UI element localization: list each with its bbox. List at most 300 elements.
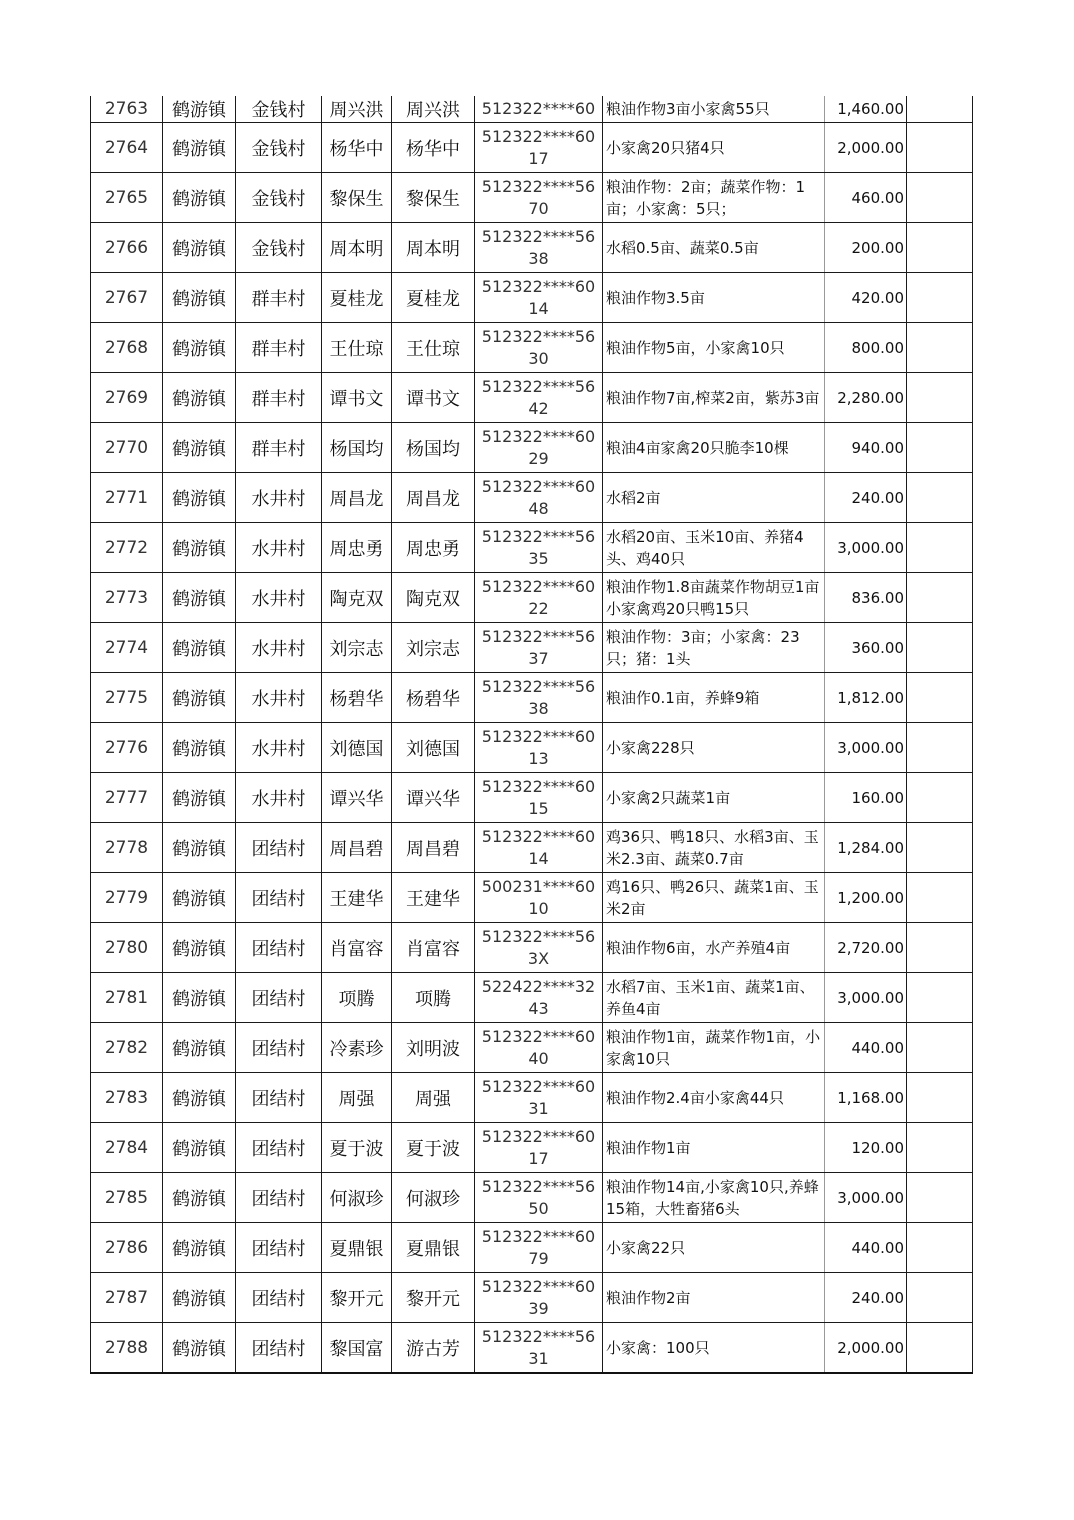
cell-description: 小家禽20只猪4只 xyxy=(603,123,825,173)
cell-empty xyxy=(907,823,973,873)
cell-description: 水稻7亩、玉米1亩、蔬菜1亩、养鱼4亩 xyxy=(603,973,825,1023)
id-number-line-2: 39 xyxy=(528,1298,549,1318)
cell-empty xyxy=(907,973,973,1023)
cell-serial-number: 2774 xyxy=(91,623,163,673)
table-row xyxy=(91,723,973,773)
cell-description: 粮油4亩家禽20只脆李10棵 xyxy=(603,423,825,473)
cell-amount: 460.00 xyxy=(825,173,907,223)
id-number-line-2: 37 xyxy=(528,648,549,668)
cell-payee: 周兴洪 xyxy=(392,96,475,123)
cell-town: 鹤游镇 xyxy=(163,873,236,923)
cell-town: 鹤游镇 xyxy=(163,923,236,973)
cell-description: 小家禽：100只 xyxy=(603,1323,825,1374)
id-number-line-1: 512322****60 xyxy=(481,126,596,146)
id-number-line-2: 15 xyxy=(528,798,549,818)
cell-payee: 杨碧华 xyxy=(392,673,475,723)
cell-empty xyxy=(907,123,973,173)
cell-name: 夏于波 xyxy=(322,1123,392,1173)
table-row xyxy=(91,473,973,523)
cell-town: 鹤游镇 xyxy=(163,373,236,423)
id-number-line-2: 3X xyxy=(527,948,550,968)
cell-payee: 周昌碧 xyxy=(392,823,475,873)
cell-name: 周昌龙 xyxy=(322,473,392,523)
cell-payee: 王仕琼 xyxy=(392,323,475,373)
cell-name: 谭兴华 xyxy=(322,773,392,823)
cell-amount: 1,200.00 xyxy=(825,873,907,923)
table-row xyxy=(91,273,973,323)
cell-amount: 2,280.00 xyxy=(825,373,907,423)
cell-payee: 游古芳 xyxy=(392,1323,475,1374)
cell-village: 群丰村 xyxy=(236,323,322,373)
id-number-line-1: 512322****60 xyxy=(481,99,596,118)
cell-serial-number: 2779 xyxy=(91,873,163,923)
cell-id-number xyxy=(475,1073,603,1123)
cell-serial-number: 2780 xyxy=(91,923,163,973)
cell-id-number xyxy=(475,673,603,723)
id-number-line-1: 512322****56 xyxy=(481,676,596,696)
cell-amount: 836.00 xyxy=(825,573,907,623)
id-number-line-1: 512322****56 xyxy=(481,176,596,196)
cell-name: 陶克双 xyxy=(322,573,392,623)
table-row xyxy=(91,873,973,923)
cell-village: 水井村 xyxy=(236,623,322,673)
cell-town: 鹤游镇 xyxy=(163,1223,236,1273)
table-row xyxy=(91,1323,973,1374)
id-number-line-2: 79 xyxy=(528,1248,549,1268)
cell-name: 项腾 xyxy=(322,973,392,1023)
cell-description: 粮油作物1亩，蔬菜作物1亩，小家禽10只 xyxy=(603,1023,825,1073)
cell-serial-number: 2776 xyxy=(91,723,163,773)
table-row xyxy=(91,1223,973,1273)
cell-town: 鹤游镇 xyxy=(163,1123,236,1173)
cell-amount: 2,000.00 xyxy=(825,123,907,173)
cell-amount: 3,000.00 xyxy=(825,723,907,773)
cell-empty xyxy=(907,373,973,423)
cell-serial-number: 2771 xyxy=(91,473,163,523)
cell-id-number xyxy=(475,273,603,323)
cell-name: 杨华中 xyxy=(322,123,392,173)
id-number-line-2: 35 xyxy=(528,548,549,568)
table-row xyxy=(91,523,973,573)
cell-village: 水井村 xyxy=(236,523,322,573)
id-number-line-1: 522422****32 xyxy=(481,976,596,996)
cell-empty xyxy=(907,273,973,323)
cell-empty xyxy=(907,173,973,223)
cell-name: 黎国富 xyxy=(322,1323,392,1374)
cell-village: 团结村 xyxy=(236,1273,322,1323)
cell-village: 团结村 xyxy=(236,1223,322,1273)
id-number-line-2: 70 xyxy=(528,198,549,218)
cell-payee: 周忠勇 xyxy=(392,523,475,573)
cell-description: 小家禽2只蔬菜1亩 xyxy=(603,773,825,823)
cell-serial-number: 2787 xyxy=(91,1273,163,1323)
cell-description: 粮油作物3.5亩 xyxy=(603,273,825,323)
cell-id-number xyxy=(475,1023,603,1073)
cell-town: 鹤游镇 xyxy=(163,623,236,673)
cell-town: 鹤游镇 xyxy=(163,123,236,173)
cell-amount: 440.00 xyxy=(825,1223,907,1273)
cell-description: 鸡16只、鸭26只、蔬菜1亩、玉米2亩 xyxy=(603,873,825,923)
cell-name: 王建华 xyxy=(322,873,392,923)
id-number-line-2: 14 xyxy=(528,298,549,318)
cell-town: 鹤游镇 xyxy=(163,1323,236,1374)
cell-description: 粮油作0.1亩，养蜂9箱 xyxy=(603,673,825,723)
cell-amount: 2,720.00 xyxy=(825,923,907,973)
cell-empty xyxy=(907,873,973,923)
cell-town: 鹤游镇 xyxy=(163,473,236,523)
id-number-line-1: 512322****60 xyxy=(481,1026,596,1046)
id-number-line-1: 512322****56 xyxy=(481,1176,596,1196)
cell-amount: 940.00 xyxy=(825,423,907,473)
id-number-line-1: 512322****56 xyxy=(481,1326,596,1346)
cell-town: 鹤游镇 xyxy=(163,223,236,273)
cell-town: 鹤游镇 xyxy=(163,1273,236,1323)
id-number-line-1: 512322****60 xyxy=(481,276,596,296)
id-number-line-1: 512322****56 xyxy=(481,376,596,396)
cell-payee: 陶克双 xyxy=(392,573,475,623)
cell-village: 群丰村 xyxy=(236,273,322,323)
cell-village: 团结村 xyxy=(236,1123,322,1173)
id-number-line-1: 512322****60 xyxy=(481,1126,596,1146)
cell-empty xyxy=(907,1173,973,1223)
cell-description: 粮油作物：3亩；小家禽：23只；猪：1头 xyxy=(603,623,825,673)
cell-town: 鹤游镇 xyxy=(163,423,236,473)
id-number-line-1: 512322****56 xyxy=(481,626,596,646)
cell-amount: 3,000.00 xyxy=(825,1173,907,1223)
id-number-line-1: 512322****60 xyxy=(481,576,596,596)
id-number-line-1: 512322****60 xyxy=(481,726,596,746)
cell-payee: 黎开元 xyxy=(392,1273,475,1323)
cell-town: 鹤游镇 xyxy=(163,773,236,823)
cell-id-number xyxy=(475,1123,603,1173)
cell-name: 周兴洪 xyxy=(322,96,392,123)
cell-amount: 440.00 xyxy=(825,1023,907,1073)
cell-serial-number: 2773 xyxy=(91,573,163,623)
cell-empty xyxy=(907,1073,973,1123)
cell-serial-number: 2766 xyxy=(91,223,163,273)
table-row xyxy=(91,96,973,123)
cell-amount: 3,000.00 xyxy=(825,523,907,573)
cell-description: 鸡36只、鸭18只、水稻3亩、玉米2.3亩、蔬菜0.7亩 xyxy=(603,823,825,873)
id-number-line-2: 17 xyxy=(528,148,549,168)
cell-description: 粮油作物6亩，水产养殖4亩 xyxy=(603,923,825,973)
cell-id-number xyxy=(475,523,603,573)
id-number-line-1: 512322****60 xyxy=(481,1226,596,1246)
cell-payee: 夏于波 xyxy=(392,1123,475,1173)
cell-id-number xyxy=(475,1323,603,1374)
cell-description: 小家禽228只 xyxy=(603,723,825,773)
cell-name: 杨碧华 xyxy=(322,673,392,723)
cell-empty xyxy=(907,573,973,623)
cell-description: 粮油作物5亩，小家禽10只 xyxy=(603,323,825,373)
cell-serial-number: 2781 xyxy=(91,973,163,1023)
cell-amount: 3,000.00 xyxy=(825,973,907,1023)
cell-amount: 1,168.00 xyxy=(825,1073,907,1123)
id-number-line-1: 512322****60 xyxy=(481,776,596,796)
cell-name: 周本明 xyxy=(322,223,392,273)
cell-id-number xyxy=(475,1273,603,1323)
cell-description: 粮油作物1亩 xyxy=(603,1123,825,1173)
id-number-line-2: 48 xyxy=(528,498,549,518)
cell-id-number xyxy=(475,173,603,223)
cell-payee: 刘宗志 xyxy=(392,623,475,673)
cell-payee: 刘明波 xyxy=(392,1023,475,1073)
id-number-line-2: 38 xyxy=(528,698,549,718)
cell-name: 杨国均 xyxy=(322,423,392,473)
cell-amount: 240.00 xyxy=(825,473,907,523)
cell-village: 水井村 xyxy=(236,723,322,773)
cell-id-number xyxy=(475,873,603,923)
cell-payee: 刘德国 xyxy=(392,723,475,773)
cell-description: 粮油作物2亩 xyxy=(603,1273,825,1323)
cell-payee: 项腾 xyxy=(392,973,475,1023)
subsidy-table xyxy=(90,96,973,1374)
cell-empty xyxy=(907,1023,973,1073)
cell-empty xyxy=(907,723,973,773)
cell-serial-number: 2763 xyxy=(91,96,163,123)
cell-id-number xyxy=(475,423,603,473)
cell-payee: 何淑珍 xyxy=(392,1173,475,1223)
cell-amount: 1,460.00 xyxy=(825,96,907,123)
table-row xyxy=(91,823,973,873)
cell-town: 鹤游镇 xyxy=(163,973,236,1023)
cell-payee: 夏桂龙 xyxy=(392,273,475,323)
cell-village: 金钱村 xyxy=(236,173,322,223)
cell-village: 水井村 xyxy=(236,573,322,623)
cell-payee: 肖富容 xyxy=(392,923,475,973)
cell-payee: 夏鼎银 xyxy=(392,1223,475,1273)
cell-name: 谭书文 xyxy=(322,373,392,423)
table-row xyxy=(91,223,973,273)
cell-payee: 谭书文 xyxy=(392,373,475,423)
table-row xyxy=(91,973,973,1023)
cell-id-number xyxy=(475,373,603,423)
cell-empty xyxy=(907,473,973,523)
cell-name: 刘德国 xyxy=(322,723,392,773)
id-number-line-2: 38 xyxy=(528,248,549,268)
cell-village: 水井村 xyxy=(236,773,322,823)
cell-village: 团结村 xyxy=(236,873,322,923)
table-row xyxy=(91,1023,973,1073)
cell-empty xyxy=(907,1273,973,1323)
cell-village: 金钱村 xyxy=(236,96,322,123)
cell-name: 冷素珍 xyxy=(322,1023,392,1073)
table-row xyxy=(91,373,973,423)
id-number-line-1: 512322****56 xyxy=(481,326,596,346)
id-number-line-2: 10 xyxy=(528,898,549,918)
cell-id-number xyxy=(475,223,603,273)
cell-town: 鹤游镇 xyxy=(163,673,236,723)
cell-name: 刘宗志 xyxy=(322,623,392,673)
cell-village: 金钱村 xyxy=(236,223,322,273)
cell-name: 王仕琼 xyxy=(322,323,392,373)
id-number-line-2: 40 xyxy=(528,1048,549,1068)
cell-serial-number: 2788 xyxy=(91,1323,163,1374)
cell-village: 团结村 xyxy=(236,1173,322,1223)
table-row xyxy=(91,423,973,473)
id-number-line-2: 22 xyxy=(528,598,549,618)
cell-empty xyxy=(907,1223,973,1273)
table-row xyxy=(91,123,973,173)
id-number-line-1: 512322****60 xyxy=(481,1076,596,1096)
id-number-line-1: 500231****60 xyxy=(481,876,596,896)
cell-town: 鹤游镇 xyxy=(163,723,236,773)
cell-name: 肖富容 xyxy=(322,923,392,973)
cell-id-number xyxy=(475,473,603,523)
table-row xyxy=(91,173,973,223)
cell-description: 小家禽22只 xyxy=(603,1223,825,1273)
cell-description: 粮油作物：2亩；蔬菜作物：1亩；小家禽：5只； xyxy=(603,173,825,223)
id-number-line-1: 512322****60 xyxy=(481,1276,596,1296)
table-row xyxy=(91,923,973,973)
cell-amount: 160.00 xyxy=(825,773,907,823)
cell-payee: 黎保生 xyxy=(392,173,475,223)
id-number-line-2: 50 xyxy=(528,1198,549,1218)
cell-town: 鹤游镇 xyxy=(163,323,236,373)
cell-amount: 420.00 xyxy=(825,273,907,323)
id-number-line-2: 31 xyxy=(528,1348,549,1368)
cell-id-number xyxy=(475,323,603,373)
id-number-line-2: 17 xyxy=(528,1148,549,1168)
cell-amount: 800.00 xyxy=(825,323,907,373)
cell-village: 团结村 xyxy=(236,823,322,873)
cell-payee: 周本明 xyxy=(392,223,475,273)
cell-empty xyxy=(907,1323,973,1374)
cell-serial-number: 2778 xyxy=(91,823,163,873)
id-number-line-2: 29 xyxy=(528,448,549,468)
cell-serial-number: 2783 xyxy=(91,1073,163,1123)
cell-village: 团结村 xyxy=(236,1323,322,1374)
cell-town: 鹤游镇 xyxy=(163,1173,236,1223)
cell-town: 鹤游镇 xyxy=(163,173,236,223)
cell-payee: 周昌龙 xyxy=(392,473,475,523)
id-number-line-2: 30 xyxy=(528,348,549,368)
cell-serial-number: 2784 xyxy=(91,1123,163,1173)
id-number-line-1: 512322****56 xyxy=(481,226,596,246)
cell-serial-number: 2786 xyxy=(91,1223,163,1273)
cell-amount: 200.00 xyxy=(825,223,907,273)
cell-town: 鹤游镇 xyxy=(163,96,236,123)
cell-empty xyxy=(907,423,973,473)
table-row xyxy=(91,1073,973,1123)
id-number-line-2: 43 xyxy=(528,998,549,1018)
cell-description: 水稻2亩 xyxy=(603,473,825,523)
cell-empty xyxy=(907,523,973,573)
cell-payee: 王建华 xyxy=(392,873,475,923)
cell-amount: 2,000.00 xyxy=(825,1323,907,1374)
cell-payee: 杨国均 xyxy=(392,423,475,473)
cell-name: 周昌碧 xyxy=(322,823,392,873)
cell-amount: 360.00 xyxy=(825,623,907,673)
table-row xyxy=(91,573,973,623)
cell-amount: 1,812.00 xyxy=(825,673,907,723)
cell-serial-number: 2769 xyxy=(91,373,163,423)
cell-town: 鹤游镇 xyxy=(163,573,236,623)
cell-description: 粮油作物1.8亩蔬菜作物胡豆1亩小家禽鸡20只鸭15只 xyxy=(603,573,825,623)
cell-payee: 周强 xyxy=(392,1073,475,1123)
cell-description: 粮油作物7亩,榨菜2亩，紫苏3亩 xyxy=(603,373,825,423)
cell-serial-number: 2777 xyxy=(91,773,163,823)
cell-id-number xyxy=(475,573,603,623)
cell-empty xyxy=(907,323,973,373)
cell-id-number xyxy=(475,1173,603,1223)
cell-id-number xyxy=(475,973,603,1023)
cell-description: 水稻20亩、玉米10亩、养猪4头、鸡40只 xyxy=(603,523,825,573)
id-number-line-1: 512322****60 xyxy=(481,426,596,446)
cell-town: 鹤游镇 xyxy=(163,823,236,873)
cell-payee: 谭兴华 xyxy=(392,773,475,823)
table-row xyxy=(91,623,973,673)
cell-serial-number: 2785 xyxy=(91,1173,163,1223)
cell-description: 粮油作物2.4亩小家禽44只 xyxy=(603,1073,825,1123)
cell-serial-number: 2772 xyxy=(91,523,163,573)
cell-town: 鹤游镇 xyxy=(163,1073,236,1123)
table-row xyxy=(91,1123,973,1173)
cell-empty xyxy=(907,1123,973,1173)
id-number-line-2: 42 xyxy=(528,398,549,418)
id-number-line-2: 13 xyxy=(528,748,549,768)
cell-serial-number: 2767 xyxy=(91,273,163,323)
cell-empty xyxy=(907,773,973,823)
table-row xyxy=(91,1273,973,1323)
cell-amount: 1,284.00 xyxy=(825,823,907,873)
id-number-line-1: 512322****56 xyxy=(481,926,596,946)
cell-serial-number: 2782 xyxy=(91,1023,163,1073)
cell-village: 金钱村 xyxy=(236,123,322,173)
cell-name: 黎保生 xyxy=(322,173,392,223)
cell-village: 水井村 xyxy=(236,473,322,523)
cell-amount: 240.00 xyxy=(825,1273,907,1323)
cell-empty xyxy=(907,923,973,973)
cell-id-number xyxy=(475,623,603,673)
cell-payee: 杨华中 xyxy=(392,123,475,173)
cell-name: 夏鼎银 xyxy=(322,1223,392,1273)
cell-village: 团结村 xyxy=(236,973,322,1023)
id-number-line-2: 31 xyxy=(528,1098,549,1118)
cell-id-number xyxy=(475,723,603,773)
cell-serial-number: 2770 xyxy=(91,423,163,473)
cell-description: 水稻0.5亩、蔬菜0.5亩 xyxy=(603,223,825,273)
cell-empty xyxy=(907,623,973,673)
cell-name: 黎开元 xyxy=(322,1273,392,1323)
id-number-line-1: 512322****60 xyxy=(481,826,596,846)
cell-serial-number: 2768 xyxy=(91,323,163,373)
cell-serial-number: 2775 xyxy=(91,673,163,723)
cell-id-number xyxy=(475,123,603,173)
cell-empty xyxy=(907,223,973,273)
cell-name: 周强 xyxy=(322,1073,392,1123)
cell-town: 鹤游镇 xyxy=(163,1023,236,1073)
cell-village: 团结村 xyxy=(236,1023,322,1073)
id-number-line-1: 512322****60 xyxy=(481,476,596,496)
id-number-line-2: 14 xyxy=(528,848,549,868)
cell-id-number xyxy=(475,96,603,123)
cell-serial-number: 2765 xyxy=(91,173,163,223)
cell-empty xyxy=(907,673,973,723)
cell-village: 团结村 xyxy=(236,1073,322,1123)
cell-serial-number: 2764 xyxy=(91,123,163,173)
cell-town: 鹤游镇 xyxy=(163,273,236,323)
cell-description: 粮油作物3亩小家禽55只 xyxy=(603,96,825,123)
cell-village: 群丰村 xyxy=(236,423,322,473)
cell-id-number xyxy=(475,773,603,823)
cell-town: 鹤游镇 xyxy=(163,523,236,573)
table-row xyxy=(91,773,973,823)
id-number-line-1: 512322****56 xyxy=(481,526,596,546)
cell-empty xyxy=(907,96,973,123)
cell-id-number xyxy=(475,923,603,973)
cell-name: 周忠勇 xyxy=(322,523,392,573)
